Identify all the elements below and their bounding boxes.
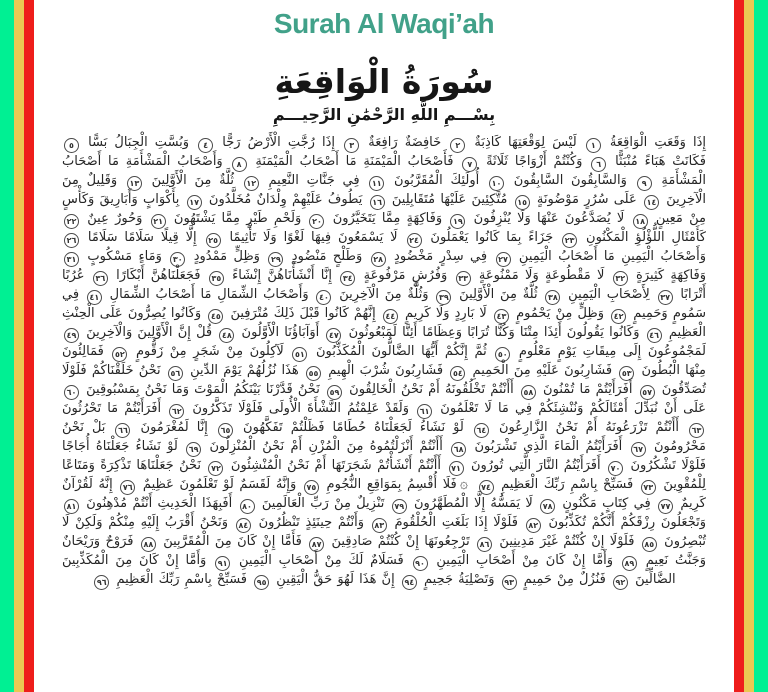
ayah-number-marker: ٢٠ — [309, 214, 324, 229]
ayah-number-marker: ٦٢ — [169, 404, 184, 419]
ayah-number-marker: ٦٨ — [451, 442, 466, 457]
ayah-number-marker: ٤ — [198, 138, 213, 153]
ayah-number-marker: ٦٦ — [115, 423, 130, 438]
ayah-number-marker: ٤٣ — [494, 309, 509, 324]
ayah-number-marker: ٤٥ — [208, 309, 223, 324]
ayah-number-marker: ٨٨ — [141, 537, 156, 552]
page-title: Surah Al Waqi’ah — [273, 8, 495, 39]
ayah-number-marker: ٢ — [450, 138, 465, 153]
ayah-number-marker: ٢٩ — [268, 252, 283, 267]
ayah-number-marker: ١٨ — [633, 214, 648, 229]
ayah-number-marker: ٨٢ — [526, 518, 541, 533]
ayah-number-marker: ٩٢ — [613, 575, 628, 590]
ayah-number-marker: ٣٧ — [658, 290, 673, 305]
ayah-number-marker: ٣٣ — [456, 271, 471, 286]
ayah-number-marker: ٥٩ — [327, 385, 342, 400]
green-stripe — [0, 0, 14, 692]
ayah-number-marker: ٧٩ — [392, 499, 407, 514]
ayah-number-marker: ١٩ — [450, 214, 465, 229]
ayah-number-marker: ٨٦ — [477, 537, 492, 552]
bismillah-line: بِسْـــمِ اللَّهِ الرَّحْمَٰنِ الرَّحِيـــمِ — [272, 105, 496, 124]
ayah-number-marker: ٦٤ — [474, 423, 489, 438]
ayah-number-marker: ٦١ — [417, 404, 432, 419]
ayah-number-marker: ١٦ — [370, 195, 385, 210]
ayah-number-marker: ٣ — [344, 138, 359, 153]
ayah-number-marker: ٩٥ — [254, 575, 269, 590]
ayah-number-marker: ٢٣ — [562, 233, 577, 248]
ayah-number-marker: ٣٢ — [613, 271, 628, 286]
ayah-number-marker: ٦٩ — [186, 442, 201, 457]
ayah-number-marker: ٨١ — [64, 499, 79, 514]
ayah-number-marker: ٥٦ — [168, 366, 183, 381]
ayah-number-marker: ٧ — [462, 157, 477, 172]
ayah-number-marker: ١٠ — [489, 176, 504, 191]
ayah-number-marker: ٤٢ — [611, 309, 626, 324]
ayah-number-marker: ١٧ — [187, 195, 202, 210]
ayah-number-marker: ٤٨ — [219, 328, 234, 343]
ayah-number-marker: ٩٠ — [413, 556, 428, 571]
ayah-number-marker: ٨٧ — [309, 537, 324, 552]
ayah-number-marker: ٦٥ — [218, 423, 233, 438]
ayah-number-marker: ٥٠ — [495, 347, 510, 362]
ayah-number-marker: ٦٧ — [631, 442, 646, 457]
ayah-number-marker: ١٥ — [515, 195, 530, 210]
ayah-number-marker: ٣٥ — [209, 271, 224, 286]
ayah-number-marker: ٨٠ — [240, 499, 255, 514]
ayah-number-marker: ٢٤ — [407, 233, 422, 248]
ayah-number-marker: ٣٨ — [545, 290, 560, 305]
ayah-number-marker: ٨٤ — [236, 518, 251, 533]
ayah-number-marker: ٨٣ — [372, 518, 387, 533]
ayah-number-marker: ٢١ — [151, 214, 166, 229]
ayah-number-marker: ٧٥ — [304, 480, 319, 495]
ayah-number-marker: ٨٥ — [642, 537, 657, 552]
ayah-number-marker: ١١ — [369, 176, 384, 191]
ayah-number-marker: ١٢ — [244, 176, 259, 191]
ayah-number-marker: ٩٦ — [94, 575, 109, 590]
ayah-number-marker: ٨ — [232, 157, 247, 172]
ayah-number-marker: ٧٣ — [641, 480, 656, 495]
left-border-stripes — [0, 0, 34, 692]
ayah-number-marker: ٦٠ — [64, 385, 79, 400]
ayah-number-marker: ٧٨ — [540, 499, 555, 514]
ayah-number-marker: ٧٦ — [120, 480, 135, 495]
ayah-number-marker: ٣١ — [64, 252, 79, 267]
ayah-number-marker: ٤٤ — [383, 309, 398, 324]
ayah-number-marker: ٣٦ — [93, 271, 108, 286]
ayah-number-marker: ٢٥ — [206, 233, 221, 248]
ayah-number-marker: ١٤ — [644, 195, 659, 210]
yellow-stripe — [14, 0, 24, 692]
ayah-number-marker: ٦٣ — [689, 423, 704, 438]
ayah-number-marker: ٥٤ — [450, 366, 465, 381]
ayah-number-marker: ٦ — [591, 157, 606, 172]
ayah-number-marker: ٥ — [64, 138, 79, 153]
rub-el-hizb-icon: ۞ — [459, 476, 468, 492]
ayah-number-marker: ٣٠ — [170, 252, 185, 267]
ayah-number-marker: ١٣ — [127, 176, 142, 191]
red-stripe — [734, 0, 744, 692]
ayah-number-marker: ٤٦ — [647, 328, 662, 343]
ayah-number-marker: ٧٧ — [658, 499, 673, 514]
ayah-number-marker: ٣٩ — [436, 290, 451, 305]
ayah-number-marker: ٥٣ — [619, 366, 634, 381]
red-stripe — [24, 0, 34, 692]
ayah-number-marker: ٥١ — [292, 347, 307, 362]
right-border-stripes — [734, 0, 768, 692]
ayah-number-marker: ٢٨ — [371, 252, 386, 267]
ayah-number-marker: ٥٢ — [112, 347, 127, 362]
ayah-number-marker: ١ — [586, 138, 601, 153]
ayah-number-marker: ٩٣ — [502, 575, 517, 590]
surah-text: إِذَا وَقَعَتِ الْوَاقِعَةُ ١ لَيْسَ لِوَقْعَتِهَا كَاذِبَةٌ ٢ خَافِضَةٌ رَافِعَةٌ ٣ إِذَا رُجَّتِ الْأَرْضُ رَجًّا ٤ وَبُسَّتِ الْجِبَالُ بَسًّا ٥ فَكَانَتْ هَبَاءً مُنْبَثًّا ٦ وَكُنْتُمْ أَزْوَاجًا ثَلَاثَةً ٧ فَأَصْحَابُ الْمَيْمَنَةِ مَا أَصْحَابُ الْمَيْمَنَةِ ٨ وَأَصْحَابُ الْمَشْأَمَةِ مَا أَصْحَابُ الْمَشْأَمَةِ ٩ وَالسَّابِقُونَ السَّابِقُونَ ١٠ أُولَئِكَ الْمُقَرَّبُونَ ١١ فِي جَنَّاتِ النَّعِيمِ ١٢ ثُلَّةٌ مِنَ الْأَوَّلِينَ ١٣ وَقَلِيلٌ مِنَ الْآخِرِينَ ١٤ عَلَى سُرُرٍ مَوْضُونَةٍ ١٥ مُتَّكِئِينَ عَلَيْهَا مُتَقَابِلِينَ ١٦ يَطُوفُ عَلَيْهِمْ وِلْدَانٌ مُخَلَّدُونَ ١٧ بِأَكْوَابٍ وَأَبَارِيقَ وَكَأْسٍ مِنْ مَعِينٍ ١٨ لَا يُصَدَّعُونَ عَنْهَا وَلَا يُنْزِفُونَ ١٩ وَفَاكِهَةٍ مِمَّا يَتَخَيَّرُونَ ٢٠ وَلَحْمِ طَيْرٍ مِمَّا يَشْتَهُونَ ٢١ وَحُورٌ عِينٌ ٢٢ كَأَمْثَالِ اللُّؤْلُؤِ الْمَكْنُونِ ٢٣ جَزَاءً بِمَا كَانُوا يَعْمَلُونَ ٢٤ لَا يَسْمَعُونَ فِيهَا لَغْوًا وَلَا تَأْثِيمًا ٢٥ إِلَّا قِيلًا سَلَامًا سَلَامًا ٢٦ وَأَصْحَابُ الْيَمِينِ مَا أَصْحَابُ الْيَمِينِ ٢٧ فِي سِدْرٍ مَخْضُودٍ ٢٨ وَطَلْحٍ مَنْضُودٍ ٢٩ وَظِلٍّ مَمْدُودٍ ٣٠ وَمَاءٍ مَسْكُوبٍ ٣١ وَفَاكِهَةٍ كَثِيرَةٍ ٣٢ لَا مَقْطُوعَةٍ وَلَا مَمْنُوعَةٍ ٣٣ وَفُرُشٍ مَرْفُوعَةٍ ٣٤ إِنَّا أَنْشَأْنَاهُنَّ إِنْشَاءً ٣٥ فَجَعَلْنَاهُنَّ أَبْكَارًا ٣٦ عُرُبًا أَتْرَابًا ٣٧ لِأَصْحَابِ الْيَمِينِ ٣٨ ثُلَّةٌ مِنَ الْأَوَّلِينَ ٣٩ وَثُلَّةٌ مِنَ الْآخِرِينَ ٤٠ وَأَصْحَابُ الشِّمَالِ مَا أَصْحَابُ الشِّمَالِ ٤١ فِي سَمُومٍ وَحَمِيمٍ ٤٢ وَظِلٍّ مِنْ يَحْمُومٍ ٤٣ لَا بَارِدٍ وَلَا كَرِيمٍ ٤٤ إِنَّهُمْ كَانُوا قَبْلَ ذَلِكَ مُتْرَفِينَ ٤٥ وَكَانُوا يُصِرُّونَ عَلَى الْحِنْثِ الْعَظِيمِ ٤٦ وَكَانُوا يَقُولُونَ أَئِذَا مِتْنَا وَكُنَّا تُرَابًا وَعِظَامًا أَئِنَّا لَمَبْعُوثُونَ ٤٧ أَوَآبَاؤُنَا الْأَوَّلُونَ ٤٨ قُلْ إِنَّ الْأَوَّلِينَ وَالْآخِرِينَ ٤٩ لَمَجْمُوعُونَ إِلَى مِيقَاتِ يَوْمٍ مَعْلُومٍ ٥٠ ثُمَّ إِنَّكُمْ أَيُّهَا الضَّالُّونَ الْمُكَذِّبُونَ ٥١ لَآكِلُونَ مِنْ شَجَرٍ مِنْ زَقُّومٍ ٥٢ فَمَالِئُونَ مِنْهَا الْبُطُونَ ٥٣ فَشَارِبُونَ عَلَيْهِ مِنَ الْحَمِيمِ ٥٤ فَشَارِبُونَ شُرْبَ الْهِيمِ ٥٥ هَذَا نُزُلُهُمْ يَوْمَ الدِّينِ ٥٦ نَحْنُ خَلَقْنَاكُمْ فَلَوْلَا تُصَدِّقُونَ ٥٧ أَفَرَأَيْتُمْ مَا تُمْنُونَ ٥٨ أَأَنْتُمْ تَخْلُقُونَهُ أَمْ نَحْنُ الْخَالِقُونَ ٥٩ نَحْنُ قَدَّرْنَا بَيْنَكُمُ الْمَوْتَ وَمَا نَحْنُ بِمَسْبُوقِينَ ٦٠ عَلَى أَنْ نُبَدِّلَ أَمْثَالَكُمْ وَنُنْشِئَكُمْ فِي مَا لَا تَعْلَمُونَ ٦١ وَلَقَدْ عَلِمْتُمُ النَّشْأَةَ الْأُولَى فَلَوْلَا تَذَكَّرُونَ ٦٢ أَفَرَأَيْتُمْ مَا تَحْرُثُونَ ٦٣ أَأَنْتُمْ تَزْرَعُونَهُ أَمْ نَحْنُ الزَّارِعُونَ ٦٤ لَوْ نَشَاءُ لَجَعَلْنَاهُ حُطَامًا فَظَلْتُمْ تَفَكَّهُونَ ٦٥ إِنَّا لَمُغْرَمُونَ ٦٦ بَلْ نَحْنُ مَحْرُومُونَ ٦٧ أَفَرَأَيْتُمُ الْمَاءَ الَّذِي تَشْرَبُونَ ٦٨ أَأَنْتُمْ أَنْزَلْتُمُوهُ مِنَ الْمُزْنِ أَمْ نَحْنُ الْمُنْزِلُونَ ٦٩ لَوْ نَشَاءُ جَعَلْنَاهُ أُجَاجًا فَلَوْلَا تَشْكُرُونَ ٧٠ أَفَرَأَيْتُمُ النَّارَ الَّتِي تُورُونَ ٧١ أَأَنْتُمْ أَنْشَأْتُمْ شَجَرَتَهَا أَمْ نَحْنُ الْمُنْشِئُونَ ٧٢ نَحْنُ جَعَلْنَاهَا تَذْكِرَةً وَمَتَاعًا لِلْمُقْوِينَ ٧٣ فَسَبِّحْ بِاسْمِ رَبِّكَ الْعَظِيمِ ٧٤ ۞فَلَا أُقْسِمُ بِمَوَاقِعِ النُّجُومِ ٧٥ وَإِنَّهُ لَقَسَمٌ لَوْ تَعْلَمُونَ عَظِيمٌ ٧٦ إِنَّهُ لَقُرْآنٌ كَرِيمٌ ٧٧ فِي كِتَابٍ مَكْنُونٍ ٧٨ لَا يَمَسُّهُ إِلَّا الْمُطَهَّرُونَ ٧٩ تَنْزِيلٌ مِنْ رَبِّ الْعَالَمِينَ ٨٠ أَفَبِهَذَا الْحَدِيثِ أَنْتُمْ مُدْهِنُونَ ٨١ وَتَجْعَلُونَ رِزْقَكُمْ أَنَّكُمْ تُكَذِّبُونَ ٨٢ فَلَوْلَا إِذَا بَلَغَتِ الْحُلْقُومَ ٨٣ وَأَنْتُمْ حِينَئِذٍ تَنْظُرُونَ ٨٤ وَنَحْنُ أَقْرَبُ إِلَيْهِ مِنْكُمْ وَلَكِنْ لَا تُبْصِرُونَ ٨٥ فَلَوْلَا إِنْ كُنْتُمْ غَيْرَ مَدِينِينَ ٨٦ تَرْجِعُونَهَا إِنْ كُنْتُمْ صَادِقِينَ ٨٧ فَأَمَّا إِنْ كَانَ مِنَ الْمُقَرَّبِينَ ٨٨ فَرَوْحٌ وَرَيْحَانٌ وَجَنَّتُ نَعِيمٍ ٨٩ وَأَمَّا إِنْ كَانَ مِنْ أَصْحَابِ الْيَمِينِ ٩٠ فَسَلَامٌ لَكَ مِنْ أَصْحَابِ الْيَمِينِ ٩١ وَأَمَّا إِنْ كَانَ مِنَ الْمُكَذِّبِينَ الضَّالِّينَ ٩٢ فَنُزُلٌ مِنْ حَمِيمٍ ٩٣ وَتَصْلِيَةُ جَحِيمٍ ٩٤ إِنَّ هَذَا لَهُوَ حَقُّ الْيَقِينِ ٩٥ فَسَبِّحْ بِاسْمِ رَبِّكَ الْعَظِيمِ ٩٦ — [62, 134, 706, 590]
ayah-number-marker: ٤٠ — [316, 290, 331, 305]
surah-name-calligraphy: سُورَةُ الْوَاقِعَةِ — [274, 62, 494, 101]
ayah-number-marker: ٤٩ — [64, 328, 79, 343]
ayah-number-marker: ٢٦ — [64, 233, 79, 248]
ayah-number-marker: ٨٩ — [622, 556, 637, 571]
ayah-number-marker: ٥٥ — [306, 366, 321, 381]
ayah-number-marker: ٣٤ — [340, 271, 355, 286]
ayah-number-marker: ٧١ — [449, 461, 464, 476]
ayah-number-marker: ٥٧ — [640, 385, 655, 400]
ayah-number-marker: ٧٢ — [208, 461, 223, 476]
ayah-number-marker: ٩١ — [215, 556, 230, 571]
ayah-number-marker: ٢٧ — [496, 252, 511, 267]
ayah-number-marker: ٥٨ — [521, 385, 536, 400]
document-page — [34, 0, 734, 692]
green-stripe — [754, 0, 768, 692]
ayah-number-marker: ٧٤ — [479, 480, 494, 495]
ayah-number-marker: ٤١ — [87, 290, 102, 305]
ayah-number-marker: ٩٤ — [402, 575, 417, 590]
ayah-number-marker: ٤٧ — [326, 328, 341, 343]
ayah-number-marker: ٧٠ — [608, 461, 623, 476]
ayah-number-marker: ٩ — [637, 176, 652, 191]
ayah-number-marker: ٢٢ — [64, 214, 79, 229]
yellow-stripe — [744, 0, 754, 692]
